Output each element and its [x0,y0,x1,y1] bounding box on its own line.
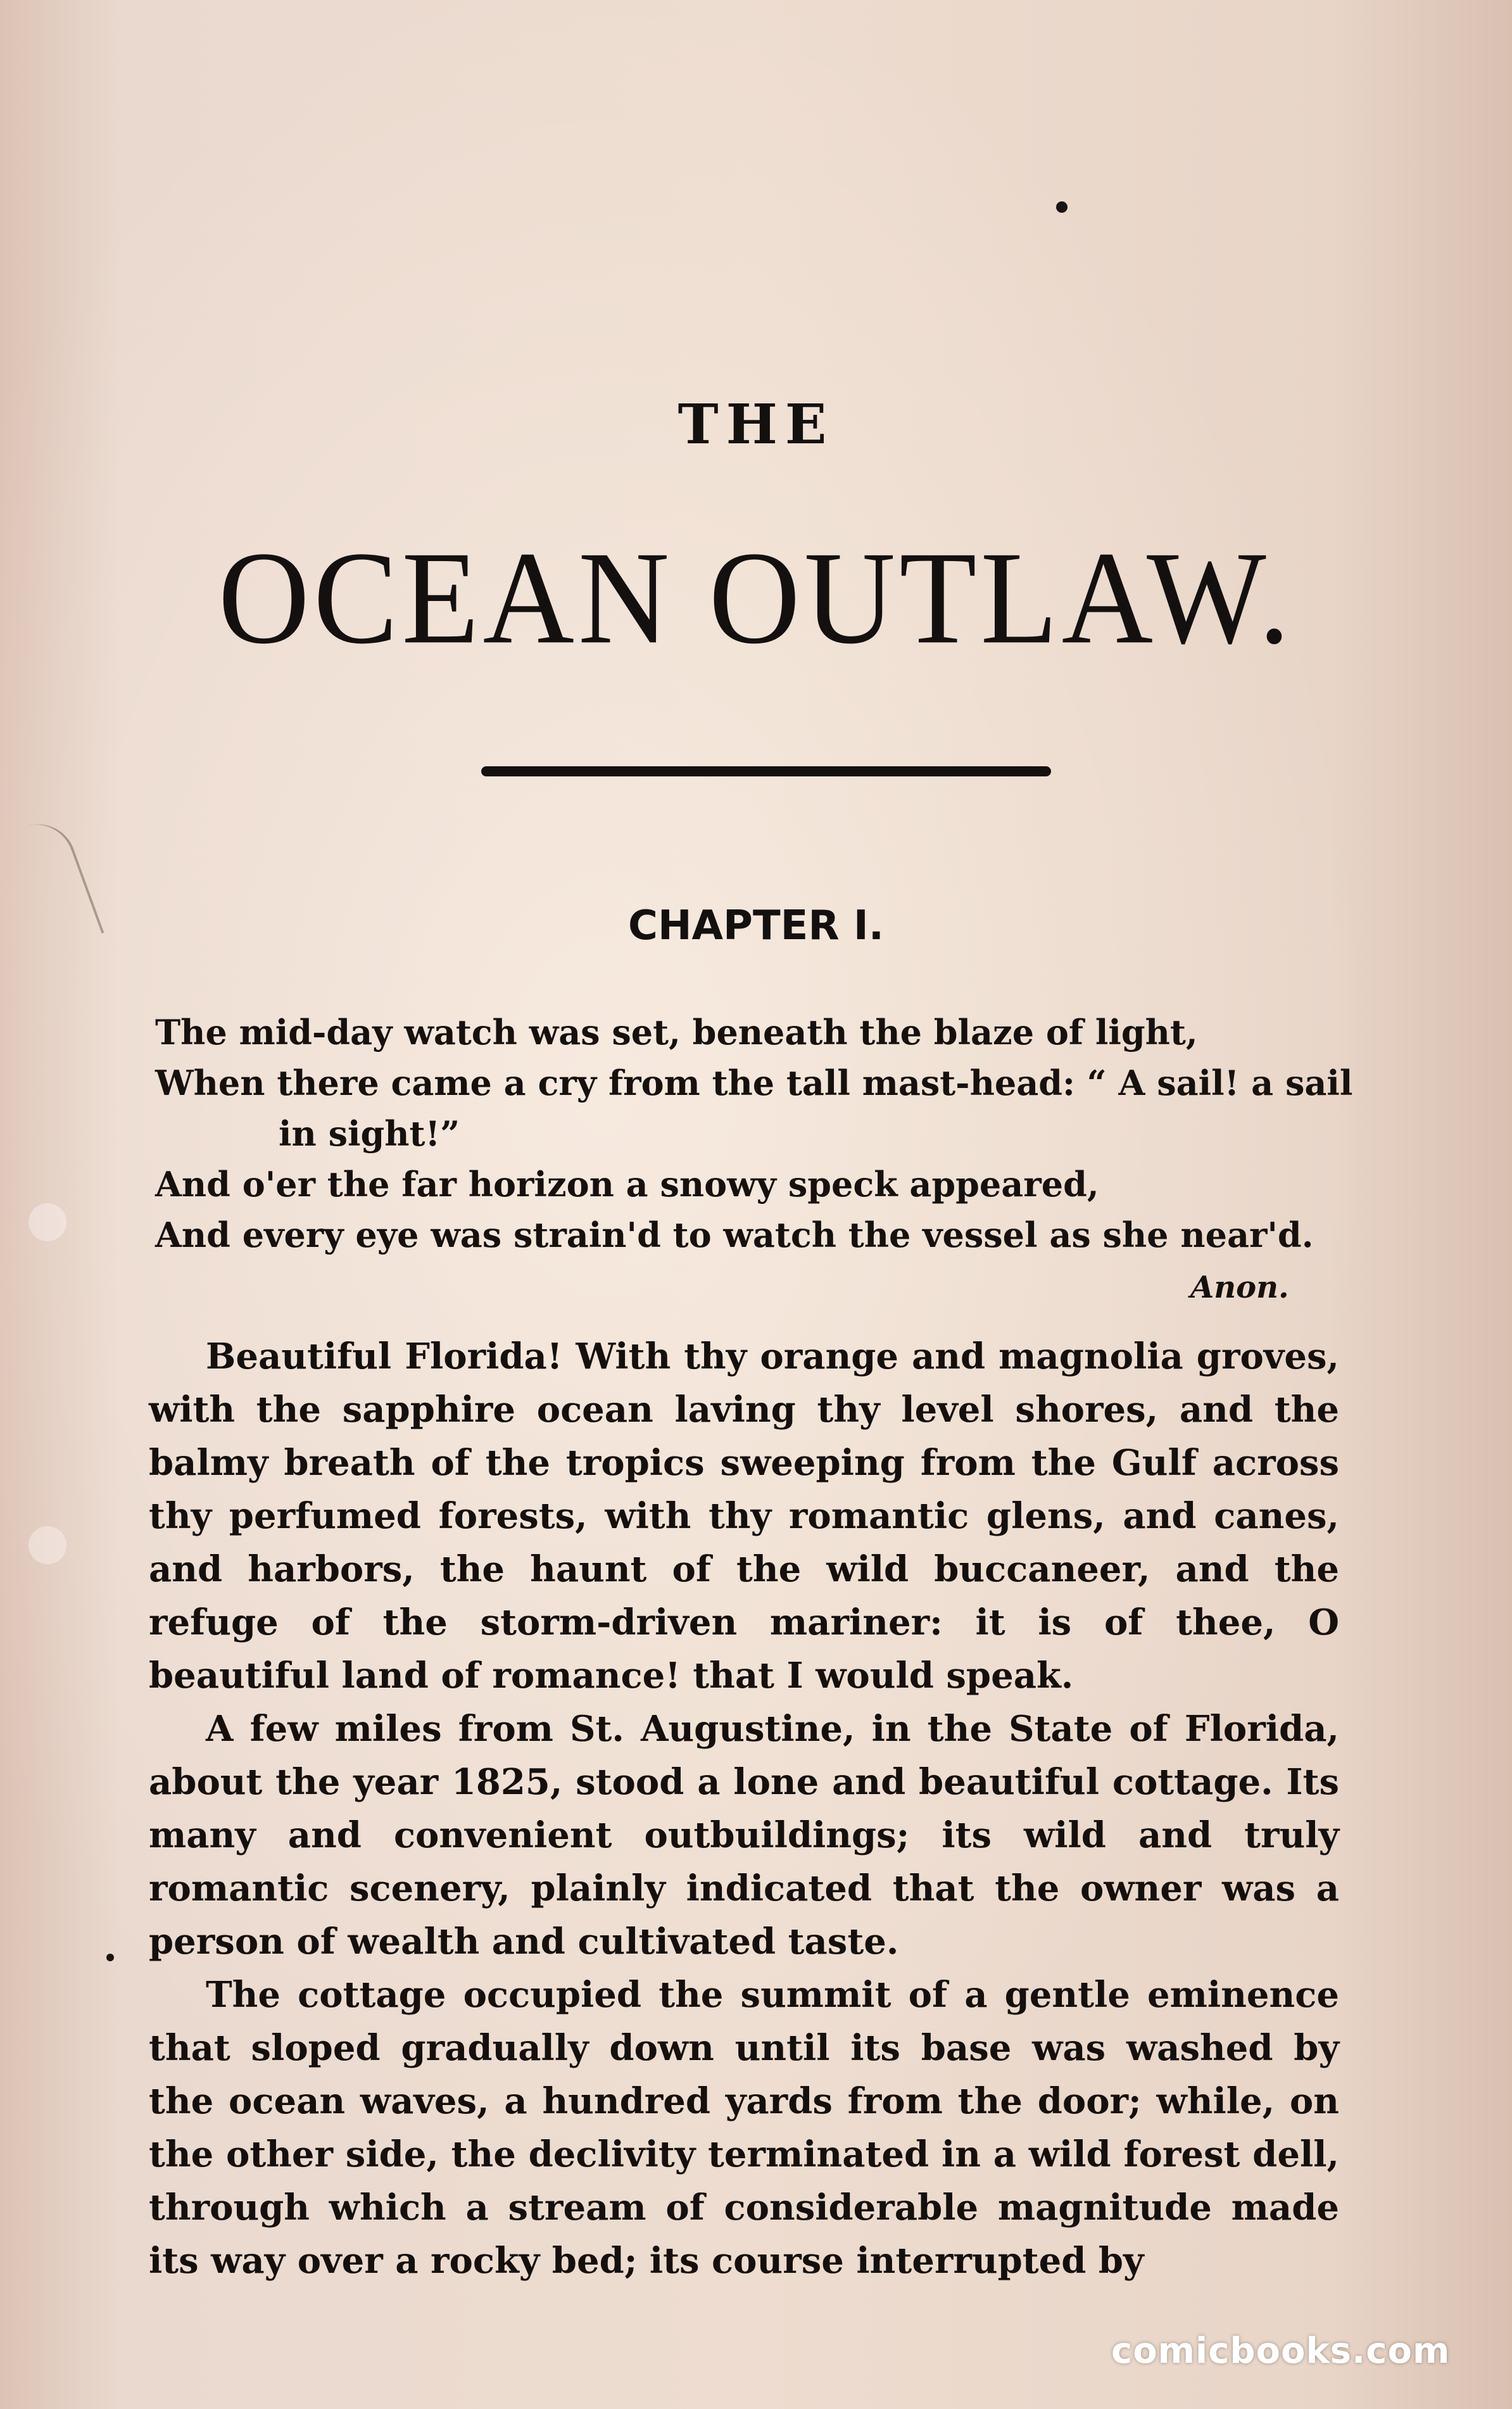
epigraph-poem [155,1007,1358,1260]
title-rule [481,766,1051,776]
binding-hole [28,1526,66,1564]
site-watermark: comicbooks.com [1111,2330,1451,2372]
paragraph: Beautiful Florida! With thy orange and magnolia groves, with the sapphire ocean laving thy level shores, and the balmy breath of the tropics sweeping from the Gulf across thy perfumed forests, with thy romantic glens, and canes, and harbors, the haunt of the wild buccaneer, and the refuge of the storm-driven mariner: it is of thee, O beautiful land of romance! that I would speak. [149,1336,1339,1697]
poem-line: When there came a cry from the tall mast-head: “ A sail! a sail [155,1063,1353,1103]
paragraph: The cottage occupied the summit of a gentle eminence that sloped gradually down until its base was washed by the ocean waves, a hundred yards from the door; while, on the other side, the declivity terminated in a wild forest dell, through which a stream of considerable magnitude made its way over a rocky bed; its course interrupted by [149,1974,1339,2282]
poem-attribution: Anon. [1190,1270,1289,1305]
poem-line: The mid-day watch was set, beneath the blaze of light, [155,1012,1198,1053]
title-the: THE [677,393,835,457]
chapter-heading: CHAPTER I. [627,902,885,949]
book-title: OCEAN OUTLAW. [218,524,1294,672]
poem-line: And every eye was strain'd to watch the vessel as she near'd. [155,1215,1314,1255]
paragraph: A few miles from St. Augustine, in the State of Florida, about the year 1825, stood a lone and beautiful cottage. Its many and convenient outbuildings; its wild and truly romantic scenery, plainly indicated that the owner was a person of wealth and cultivated taste. [149,1708,1339,1963]
chapter-body [149,1330,1339,2287]
poem-line: in sight!” [279,1113,460,1154]
ink-dot [1056,201,1068,213]
poem-line: And o'er the far horizon a snowy speck appeared, [155,1164,1099,1204]
binding-hole [28,1203,66,1241]
ink-dot [106,1954,114,1961]
